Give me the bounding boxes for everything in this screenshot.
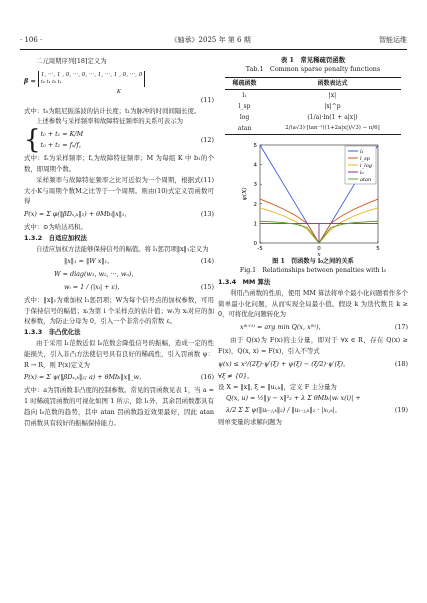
paragraph: 式中：a为罚函数非凸度的控制参数。常见的罚函数见表 1，当 a = 1 时稀疏罚函数的可视化如图 1 所示，除 l₁外，其余罚函数都具有趋向 l₀范数的趋势，其中 atan 罚函数趋近效果最好，因此 atan 罚函数具有较好的振幅保持能力。 [24, 386, 214, 427]
paragraph: 式中：⊙为哈达玛积。 [24, 222, 87, 231]
table-row [225, 123, 401, 135]
paragraph: 由于 Q(x)为 F(x)的主分量，即对于 ∀x ∈ R，存在 Q(x) ≥ F(x)，Q(x, x) = F(x)，引入不等式 [218, 335, 408, 355]
system-line-1: t₀ + t₁ = K/M [40, 130, 84, 139]
equation-number: (11) [200, 95, 214, 104]
equation-12 [24, 125, 214, 156]
equation-number: (19) [394, 405, 408, 414]
beta-matrix [38, 71, 145, 87]
x-axis-label: x [317, 252, 321, 257]
equation-body: wᵢ = 1 / (|xᵢ| + ε)， [64, 282, 124, 291]
equation-number: (15) [200, 282, 214, 291]
equation-body: P(x) = Σ ψ(‖βDₓ,ₖ‖₂; a) + θMbᵢ‖x‖_w， [24, 373, 146, 382]
paragraph: 式中：‖x‖₁为重加权 l₁惩罚项；W为每个信号点的加权参数，可用于保持信号的幅值；xᵢ为第 i 个采样点的估计值；wᵢ为 xᵢ对应的加权参数，为防止分母为 0，引入一个非常小的常数 ε。 [24, 295, 214, 326]
left-column [24, 56, 214, 428]
table-cell: |x| [328, 92, 337, 99]
table-row [225, 101, 401, 112]
paragraph: 则单变量的求解问题为 [218, 417, 282, 426]
beta-k: K [116, 88, 122, 95]
table-header: 稀疏函数 [232, 80, 257, 87]
table-cell: log [239, 114, 250, 121]
legend-label: l_sp [360, 156, 370, 162]
table-cell: l_sp [238, 103, 251, 110]
table-cell: l₁ [242, 92, 247, 99]
y-axis-label: ψ(X) [242, 187, 248, 201]
y-tick-label: 2 [253, 201, 257, 208]
equation-16 [24, 372, 214, 383]
section-heading: 1.3.4 MM 算法 [218, 278, 271, 286]
paragraph: 式中：t₀为阻尼振荡波的估计长度；t₁为脉冲的时间间隔长度。 [24, 106, 201, 115]
equation-number: (12) [200, 135, 214, 144]
equation-15 [24, 282, 214, 293]
y-tick-label: 3 [253, 182, 257, 189]
paragraph: 自适应加权方法能够保持信号的幅值。将 l₁惩罚项‖x‖₁定义为 [36, 244, 209, 253]
paragraph: 采样频率与故障特征频率之比可近似为一个周期，根据式(11)大小K与周期个数M之比等于一个周期。则由(10)式定义罚函数可得 [24, 175, 214, 206]
equation-body: ψ(x) ≤ x²/(2ξ)·ψ′(ξ) + ψ(ξ) − (ξ/2)·ψ′(ξ)， [218, 359, 350, 368]
table-title: 表 1 常见稀疏罚函数 [280, 56, 346, 64]
left-brace: { [24, 125, 41, 156]
x-tick-label: -5 [257, 246, 263, 252]
equation-number: (18) [394, 359, 408, 368]
paragraph: 利用凸函数的性质，使用 MM 算法将单个最小化问题看作多个简单最小化问题，从而实现全局最小值。假设 k 为迭代数且 k ≥ 0，可将优化问题转化为 [218, 288, 408, 319]
legend-label: l₁ [360, 149, 364, 155]
section-name: 智能运维 [379, 36, 407, 44]
system-line-2: t₀ + t₁ = fₛ/f꜀ [40, 141, 81, 150]
paragraph: 设 X = ‖x‖, ξ = ‖uᵢ,ₖ‖，定义 F 主分量为 [218, 383, 337, 392]
equation-19 [218, 405, 408, 416]
penalty-chart [218, 139, 408, 257]
equation-number: (16) [200, 373, 214, 382]
paragraph: 上述参数与采样频率和故障特征频率的关系可表示为 [36, 117, 183, 126]
paragraph: 式中：fₛ为采样频率；f꜀为故障特征频率；M 为每组 K 中 b₁的个数，即周期个数。 [24, 154, 214, 173]
equation-body: x⁽ᵏ⁺¹⁾ = arg min Q(x, x⁽ᵏ⁾)， [240, 323, 326, 332]
table-cell: 2/(a√3)·[tan⁻¹((1+2a|x|)/√3) − π/6] [285, 125, 380, 131]
equation-number: (17) [394, 323, 408, 332]
right-column [218, 56, 408, 427]
table-title-en: Tab.1 Common sparse penalty functions [245, 65, 381, 73]
x-tick-label: 0 [317, 246, 321, 252]
equation-19-line-2: λ/2 Σ Σ ψ(‖uᵢ₋ⱼ,ₖ‖₂) / ‖uᵢ₋ⱼ,ₖ‖₂ · |xᵢ,ₖ|， [226, 405, 342, 414]
equation-14 [24, 256, 214, 267]
equation-18 [218, 359, 408, 370]
equation-13 [24, 209, 214, 220]
equation-number: (13) [200, 210, 214, 219]
y-tick-label: 0 [253, 241, 257, 247]
section-heading: 1.3.3 非凸优化法 [24, 328, 81, 337]
equation-body: P(x) = Σ φ(‖βDₓ,ₖ‖₂) + θMbᵢ‖x‖₁， [24, 210, 131, 219]
beta-subscripts: t₀ t₁ t₀ t₁ [40, 78, 62, 85]
y-tick-label: 4 [253, 162, 257, 169]
equation-body: ‖x‖₁ = ‖W x‖₁， [64, 257, 114, 266]
table-header: 函数表达式 [317, 80, 348, 87]
page-number: · 106 · [20, 36, 43, 44]
table-cell: |x|^p [324, 103, 341, 110]
y-tick-label: 5 [253, 143, 257, 149]
running-header [20, 34, 407, 46]
legend-label: l_log [360, 163, 372, 169]
beta-label: β = [24, 76, 36, 85]
equation-number: (14) [200, 257, 214, 266]
table-cell: atan [237, 125, 252, 132]
paragraph: 由于采用 l₁范数近似 l₀范数会降低信号的振幅，造成一定的性能损失，引入非凸方法使信号具有良好的稀疏性，引入罚函数 ψ：R → R，则 P(x)定义为 [24, 338, 214, 369]
table-cell: (1/a)·ln(1 + a|x|) [307, 114, 358, 121]
journal-title: 《轴承》2025 年 第 6 期 [170, 36, 251, 44]
x-tick-label: 5 [376, 246, 380, 252]
figure-caption-en: Fig.1 Relationships between penalties with l₀ [239, 267, 387, 274]
table-row [225, 112, 401, 123]
equation-11 [24, 71, 214, 87]
legend-label: atan [360, 177, 372, 183]
paragraph: ∀ξ ≠ {0}， [218, 372, 254, 381]
penalty-table [225, 77, 401, 135]
series-line [260, 223, 378, 243]
y-tick-label: 1 [253, 221, 257, 228]
table-header-row [225, 78, 401, 90]
header-rule [20, 49, 407, 50]
equation-19-line-1: Q(x, u) = ½‖y − x‖²₂ + λ Σ θMbᵢ|wᵢ x(i)| + [226, 393, 361, 402]
section-heading: 1.3.2 自适应加权法 [24, 233, 87, 242]
equation-body: W = diag(w₁, w₂, ···, wₙ)， [54, 270, 138, 279]
figure-caption: 图 1 罚函数与 l₀之间的关系 [272, 258, 354, 265]
equation-17 [218, 322, 408, 333]
table-row [225, 90, 401, 102]
legend-label: l₀ [360, 170, 364, 176]
paragraph: 二元周期序列[18]定义为 [36, 57, 107, 65]
beta-row: 1, ···, 1 , 0, ···, 0, ···, 1, ···, 1 , 0, ···, 0 [40, 71, 143, 78]
